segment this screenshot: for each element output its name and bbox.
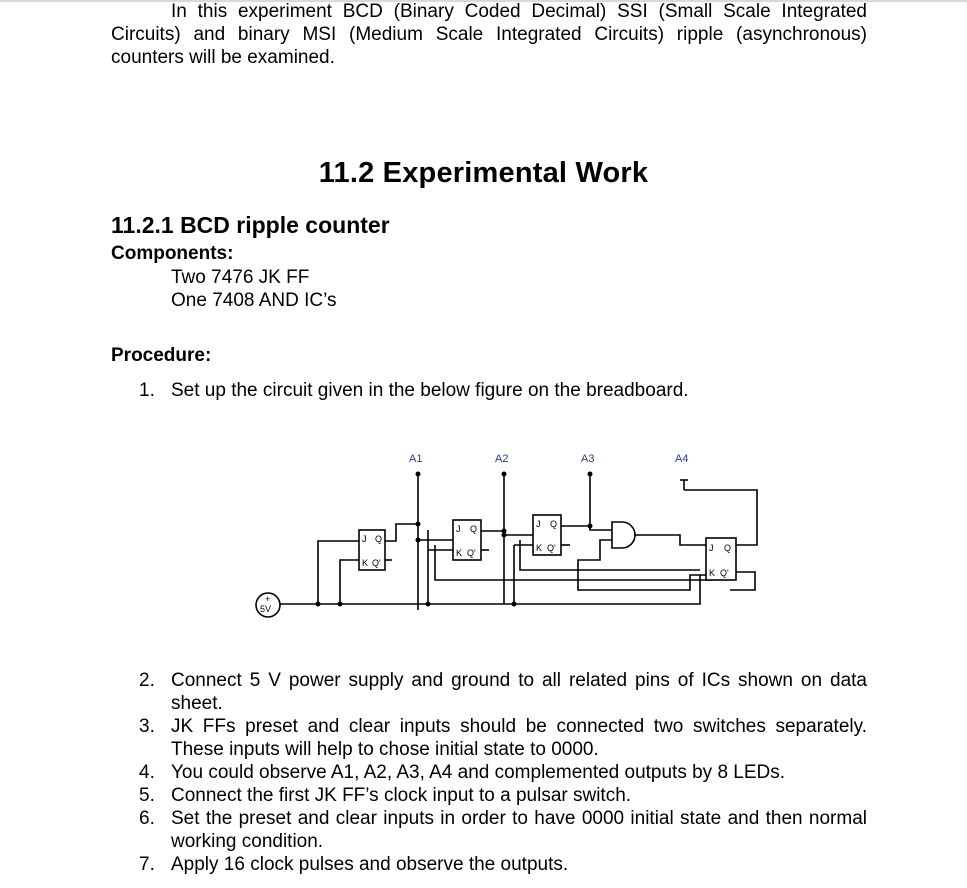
supply-label: 5V [260,604,272,614]
step-text: JK FFs preset and clear inputs should be connected two switches separately. These inputs will help to chose initial state to 0000. [171,716,867,760]
ff4-qbar-label: Q' [720,568,729,578]
ff1-q-label: Q [375,534,383,544]
ff4-j-label: J [709,543,714,553]
ff1-qbar-label: Q' [372,558,381,568]
ff2-k-label: K [456,548,463,558]
step-text: Connect 5 V power supply and ground to all related pins of ICs shown on data sheet. [171,670,867,714]
supply-plus: + [265,594,271,604]
ff3-k-label: K [536,543,543,553]
step-text: Set the preset and clear inputs in order to have 0000 initial state and then normal working condition. [171,808,867,852]
components-heading: Components: [111,243,234,264]
step-text: Connect the first JK FF’s clock input to a pulsar switch. [171,785,632,806]
ff3-j-label: J [536,519,541,529]
ff2-q-label: Q [470,524,478,534]
output-label-a1: A1 [409,453,423,465]
ff1-k-label: K [362,558,369,568]
step-number: 6. [139,808,155,829]
step-number: 4. [139,762,155,783]
ff4-k-label: K [709,568,716,578]
step-number: 2. [139,670,155,691]
component-item: Two 7476 JK FF [171,267,310,288]
section-title: 11.2 Experimental Work [318,157,649,189]
procedure-heading: Procedure: [111,345,212,366]
ff2-j-label: J [456,524,461,534]
ff3-q-label: Q [550,519,558,529]
ff2-qbar-label: Q' [467,548,476,558]
ff1-j-label: J [362,534,367,544]
step-text: Set up the circuit given in the below figure on the breadboard. [171,380,689,401]
step-number: 1. [139,380,155,401]
output-label-a2: A2 [495,453,509,465]
step-number: 5. [139,785,155,806]
step-number: 7. [139,854,155,875]
intro-paragraph: In this experiment BCD (Binary Coded Decimal) SSI (Small Scale Integrated Circuits) and binary MSI (Medium Scale Integrated Circuits) ripple (asynchronous) counters will be examined. [111,1,867,68]
ff3-qbar-label: Q' [547,543,556,553]
output-label-a4: A4 [675,453,689,465]
output-label-a3: A3 [581,453,595,465]
step-text: You could observe A1, A2, A3, A4 and complemented outputs by 8 LEDs. [171,762,786,783]
ff4-q-label: Q [724,543,732,553]
step-text: Apply 16 clock pulses and observe the outputs. [171,854,569,875]
component-item: One 7408 AND IC’s [171,290,337,311]
subsection-title: 11.2.1 BCD ripple counter [111,212,390,238]
step-number: 3. [139,716,155,737]
